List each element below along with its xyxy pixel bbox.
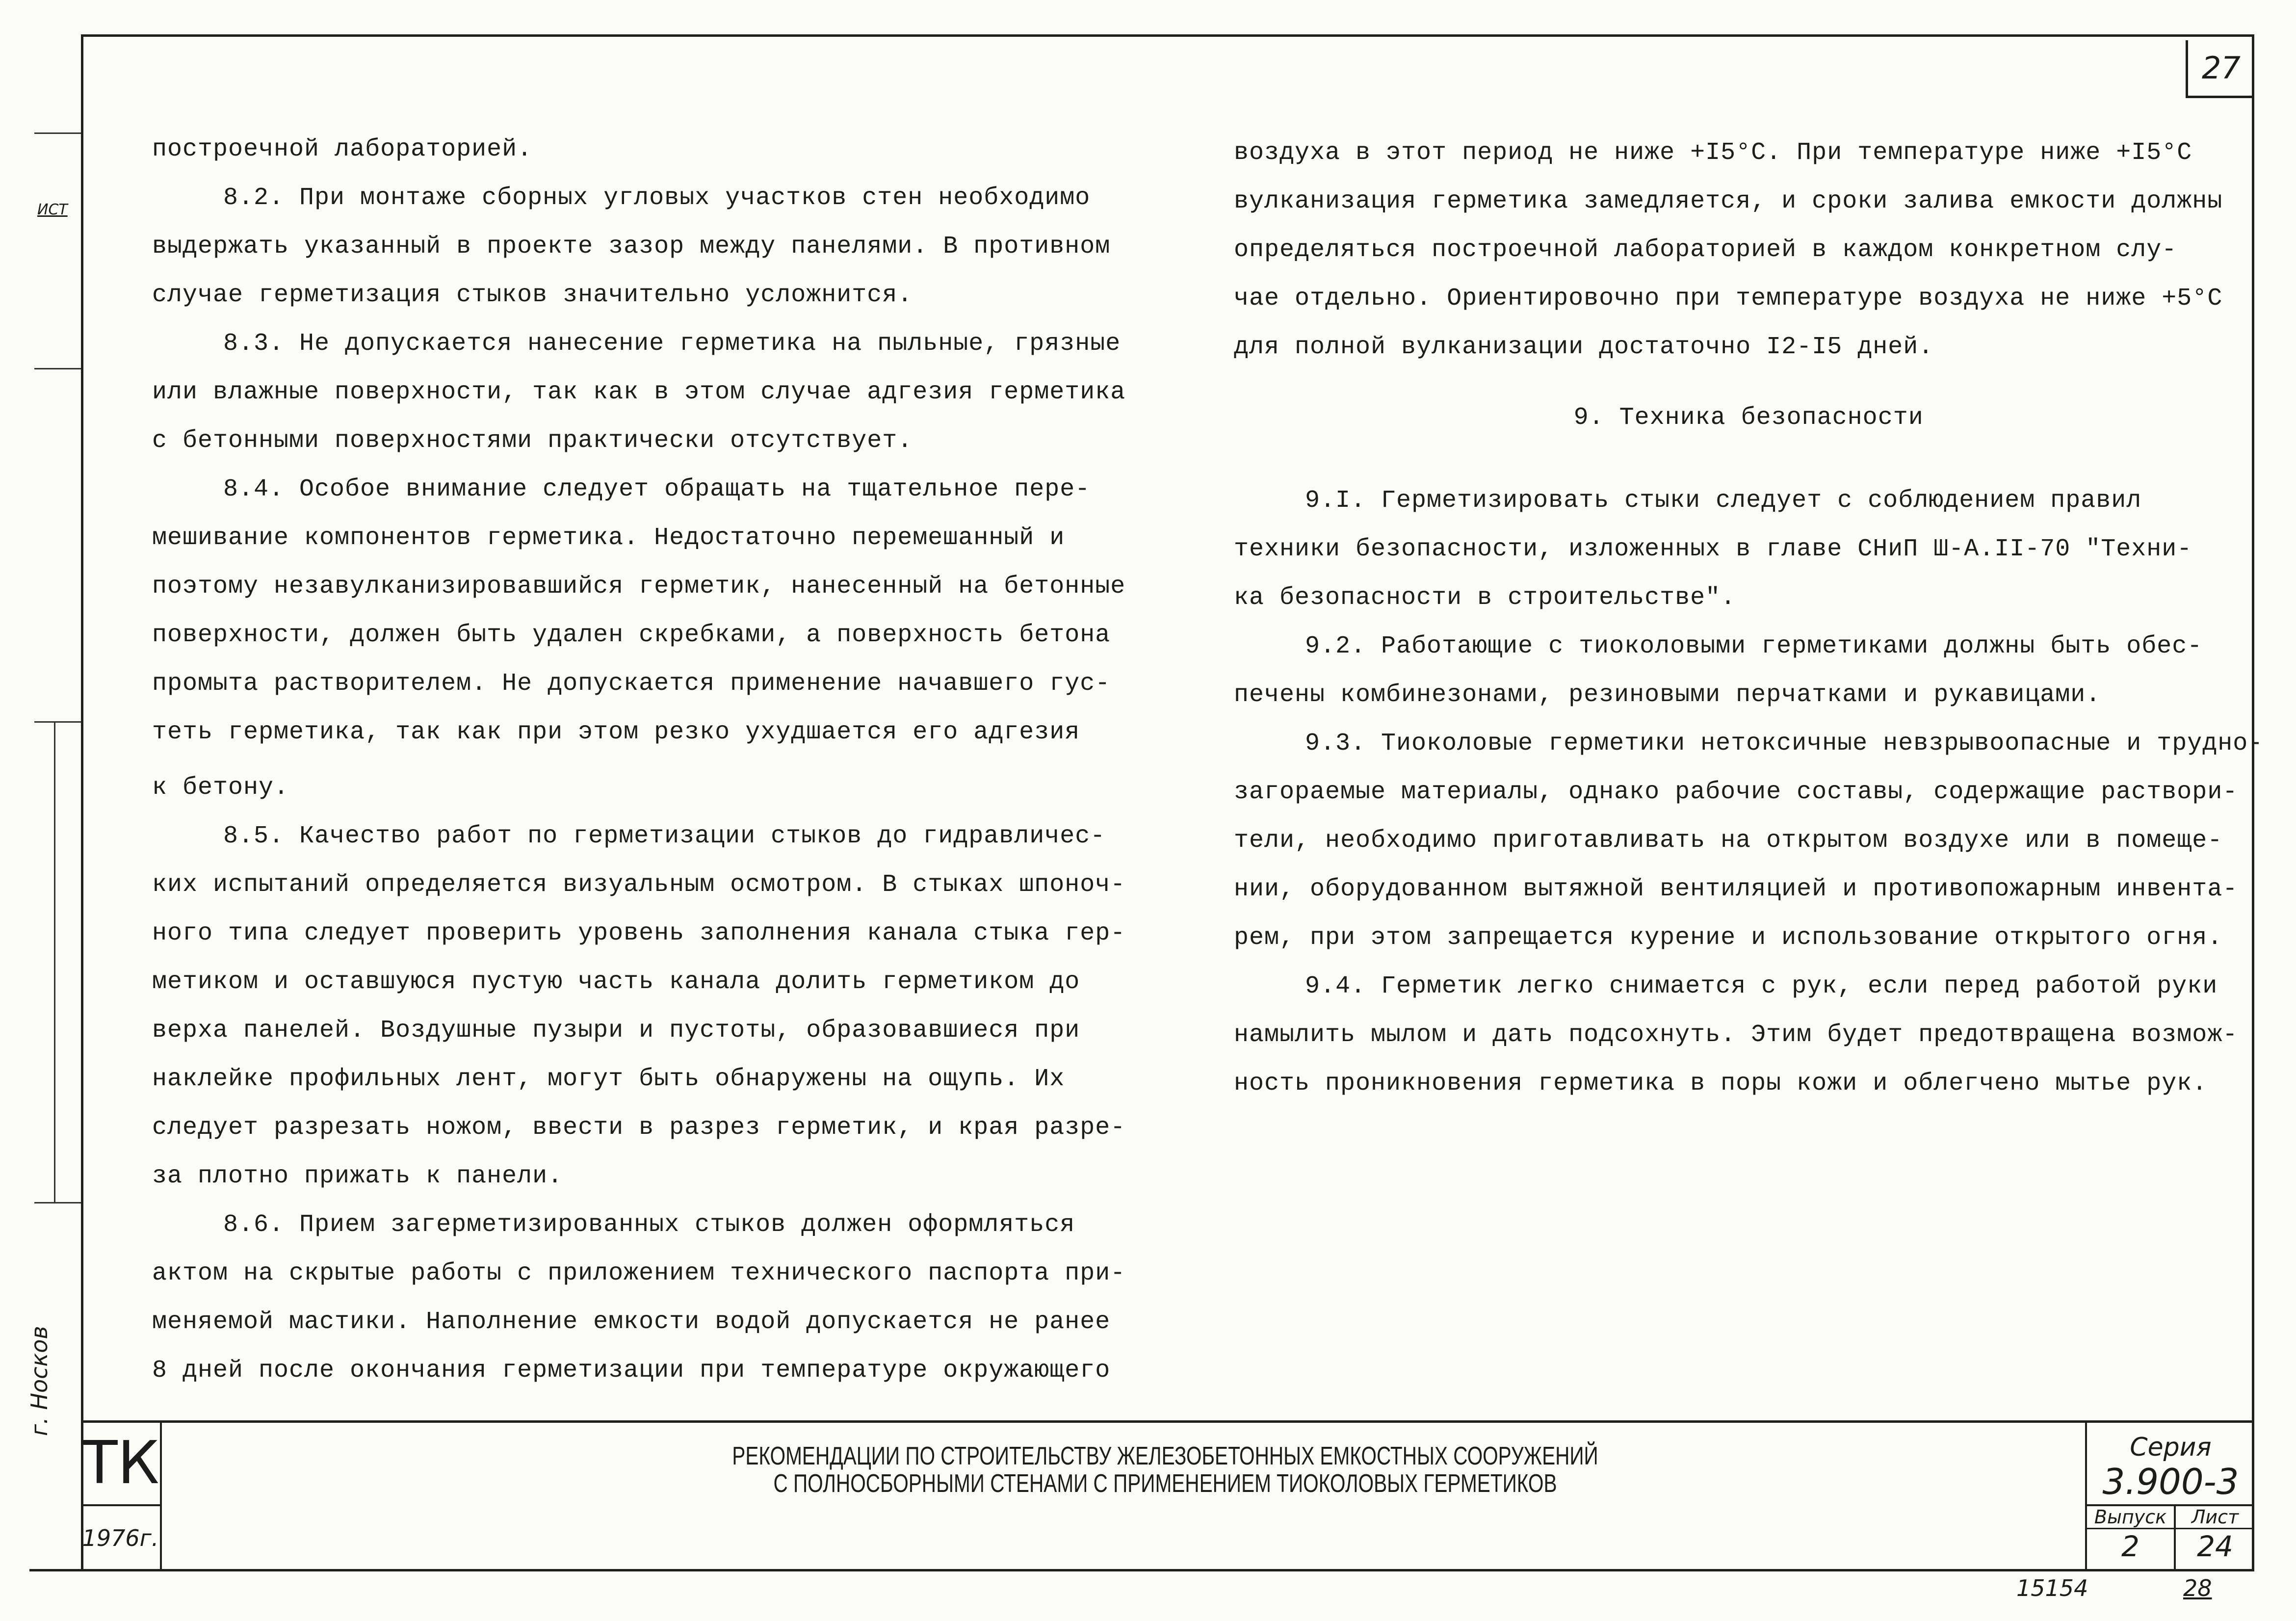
text-line: 9.4. Герметик легко снимается с рук, если перед работой руки bbox=[1305, 972, 2218, 1000]
text-line: загораемые материалы, однако рабочие составы, содержащие раствори- bbox=[1234, 778, 2238, 806]
sheet-cell bbox=[2176, 1506, 2254, 1570]
text-line: вулканизация герметика замедляется, и сроки залива емкости должны bbox=[1234, 187, 2223, 215]
margin-divider bbox=[54, 721, 55, 1202]
margin-line bbox=[34, 721, 81, 723]
sheet-label: Лист bbox=[2176, 1506, 2254, 1529]
margin-line bbox=[34, 368, 81, 369]
issue-cell bbox=[2085, 1506, 2176, 1570]
text-line: построечной лабораторией. bbox=[152, 135, 533, 163]
text-line: ного типа следует проверить уровень заполнения канала стыка гер- bbox=[152, 919, 1126, 947]
text-line: наклейке профильных лент, могут быть обнаружены на ощупь. Их bbox=[152, 1065, 1065, 1093]
text-line: поверхности, должен быть удален скребками, а поверхность бетона bbox=[152, 621, 1111, 649]
title-line-1: РЕКОМЕНДАЦИИ ПО СТРОИТЕЛЬСТВУ ЖЕЛЕЗОБЕТОННЫХ ЕМКОСТНЫХ СООРУЖЕНИЙ bbox=[732, 1442, 1598, 1470]
series-cell bbox=[2085, 1423, 2254, 1506]
text-line: промыта растворителем. Не допускается применение начавшего гус- bbox=[152, 670, 1111, 698]
text-line: к бетону. bbox=[152, 774, 289, 802]
text-line: определяться построечной лабораторией в каждом конкретном слу- bbox=[1234, 236, 2177, 264]
text-line: следует разрезать ножом, ввести в разрез герметик, и края разре- bbox=[152, 1114, 1126, 1142]
text-line: рем, при этом запрещается курение и использование открытого огня. bbox=[1234, 924, 2223, 952]
title-line-2: С ПОЛНОСБОРНЫМИ СТЕНАМИ С ПРИМЕНЕНИЕМ ТИОКОЛОВЫХ ГЕРМЕТИКОВ bbox=[773, 1469, 1557, 1498]
sheet-number: 27 bbox=[2202, 50, 2241, 86]
text-line: теть герметика, так как при этом резко ухудшается его адгезия bbox=[152, 718, 1080, 746]
right-column bbox=[1234, 129, 2263, 1108]
text-line: за плотно прижать к панели. bbox=[152, 1162, 563, 1190]
margin-mark: ИСТ bbox=[37, 201, 68, 218]
text-line: выдержать указанный в проекте зазор между панелями. В противном bbox=[152, 233, 1111, 261]
text-line: верха панелей. Воздушные пузыри и пустоты, образовавшиеся при bbox=[152, 1017, 1080, 1045]
organization-logo: ТК bbox=[81, 1429, 159, 1497]
text-line: 8.6. Прием загерметизированных стыков должен оформляться bbox=[223, 1211, 1075, 1239]
issue-label: Выпуск bbox=[2087, 1506, 2174, 1529]
text-line: 8.3. Не допускается нанесение герметика на пыльные, грязные bbox=[223, 330, 1121, 358]
margin-line bbox=[34, 132, 81, 134]
year: 1976г. bbox=[82, 1525, 159, 1551]
title-cell bbox=[162, 1423, 2168, 1570]
text-line: 8 дней после окончания герметизации при температуре окружающего bbox=[152, 1357, 1111, 1385]
text-line: для полной вулканизации достаточно I2-I5 дней. bbox=[1234, 333, 1934, 361]
page-number: 28 bbox=[2183, 1575, 2212, 1601]
section-heading: 9. Техника безопасности bbox=[1573, 404, 1924, 432]
text-line: печены комбинезонами, резиновыми перчатками и рукавицами. bbox=[1234, 681, 2101, 709]
sheet-number-box bbox=[2186, 40, 2254, 98]
frame-bottom-line bbox=[29, 1569, 2254, 1571]
text-line: 9.I. Герметизировать стыки следует с соблюдением правил bbox=[1305, 487, 2142, 515]
text-line: нии, оборудованном вытяжной вентиляцией и противопожарным инвента- bbox=[1234, 875, 2238, 903]
text-line: ность проникновения герметика в поры кожи и облегчено мытье рук. bbox=[1234, 1070, 2208, 1098]
year-cell bbox=[81, 1506, 162, 1570]
margin-line bbox=[34, 1202, 81, 1203]
text-line: случае герметизация стыков значительно усложнится. bbox=[152, 281, 913, 309]
text-line: ка безопасности в строительстве". bbox=[1234, 584, 1736, 612]
sheet-value: 24 bbox=[2197, 1530, 2233, 1563]
text-line: или влажные поверхности, так как в этом случае адгезия герметика bbox=[152, 378, 1126, 406]
text-line: 8.4. Особое внимание следует обращать на тщательное пере- bbox=[223, 475, 1091, 503]
side-signature: г. Носков bbox=[26, 1326, 52, 1436]
text-line: тели, необходимо приготавливать на открытом воздухе или в помеще- bbox=[1234, 827, 2223, 855]
text-line: мешивание компонентов герметика. Недостаточно перемешанный и bbox=[152, 524, 1065, 552]
text-line: поэтому незавулканизировавшийся герметик, нанесенный на бетонные bbox=[152, 573, 1126, 601]
text-line: техники безопасности, изложенных в главе СНиП Ш-А.II-70 "Техни- bbox=[1234, 535, 2192, 563]
text-line: воздуха в этот период не ниже +I5°C. При температуре ниже +I5°C bbox=[1234, 139, 2192, 167]
text-line: метиком и оставшуюся пустую часть канала долить герметиком до bbox=[152, 968, 1080, 996]
document-number: 15154 bbox=[2016, 1575, 2088, 1601]
logo-cell bbox=[81, 1423, 162, 1506]
series-value: 3.900-3 bbox=[2102, 1461, 2239, 1502]
text-line: 9.2. Работающие с тиоколовыми герметиками должны быть обес- bbox=[1305, 632, 2203, 660]
text-line: с бетонными поверхностями практически отсутствует. bbox=[152, 427, 913, 455]
left-column bbox=[152, 125, 1125, 1395]
text-line: намылить мылом и дать подсохнуть. Этим будет предотвращена возмож- bbox=[1234, 1021, 2238, 1049]
text-line: чае отдельно. Ориентировочно при температуре воздуха не ниже +5°C bbox=[1234, 285, 2223, 313]
text-line: 8.5. Качество работ по герметизации стыков до гидравличес- bbox=[223, 822, 1106, 850]
series-label: Серия bbox=[2130, 1433, 2212, 1462]
text-line: меняемой мастики. Наполнение емкости водой допускается не ранее bbox=[152, 1308, 1111, 1336]
issue-value: 2 bbox=[2121, 1530, 2139, 1563]
title-block bbox=[81, 1420, 2254, 1570]
text-line: ких испытаний определяется визуальным осмотром. В стыках шпоноч- bbox=[152, 871, 1126, 899]
text-line: актом на скрытые работы с приложением технического паспорта при- bbox=[152, 1259, 1126, 1287]
text-line: 9.3. Тиоколовые герметики нетоксичные невзрывоопасные и трудно- bbox=[1305, 730, 2264, 758]
text-line: 8.2. При монтаже сборных угловых участков стен необходимо bbox=[223, 184, 1091, 212]
